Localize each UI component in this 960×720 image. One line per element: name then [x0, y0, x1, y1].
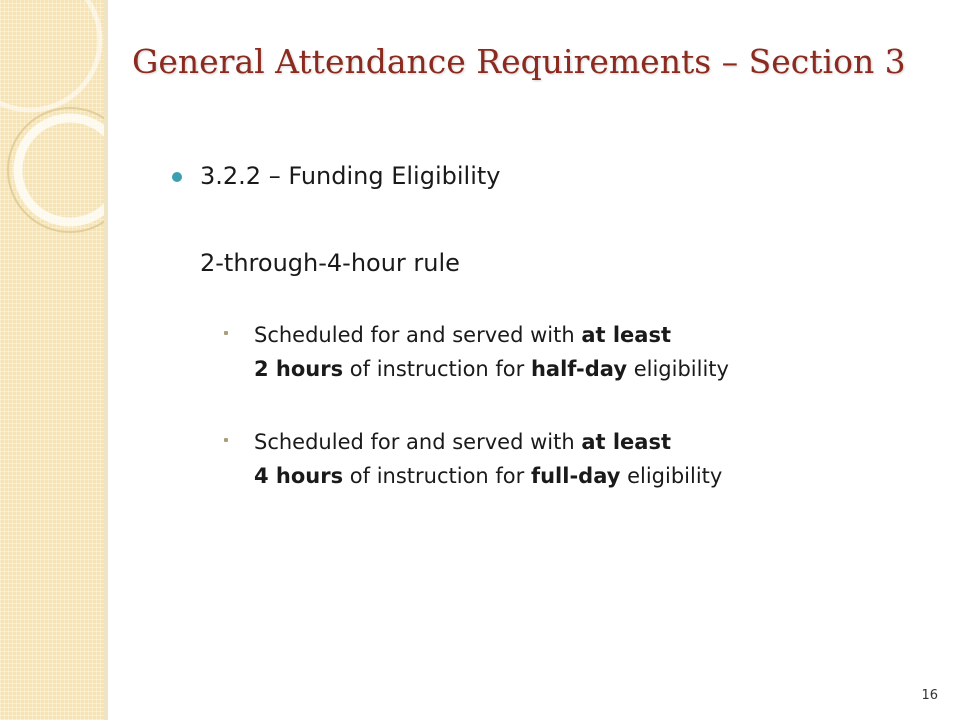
main-bullet-text: 3.2.2 – Funding Eligibility	[200, 162, 501, 190]
text-run: of instruction for	[343, 357, 531, 381]
text-run: Scheduled for and served with	[254, 323, 582, 347]
sub-bullet-half-day	[224, 318, 924, 386]
decorative-side-band	[0, 0, 105, 720]
side-band-edge	[104, 0, 108, 720]
text-run: eligibility	[620, 464, 723, 488]
bold-text-run: 4 hours	[254, 464, 344, 488]
sub-bullet-line	[254, 459, 954, 493]
text-run: eligibility	[627, 357, 729, 381]
bold-text-run: 2 hours	[254, 357, 344, 381]
bold-text-run: full-day	[530, 464, 621, 488]
sub-bullet-line	[254, 425, 954, 459]
bold-text-run: at least	[581, 323, 671, 347]
sub-bullet-full-day	[224, 425, 924, 493]
page-number: 16	[921, 688, 938, 703]
bullet-dot-icon	[172, 172, 182, 182]
rule-heading: 2-through-4-hour rule	[200, 249, 460, 277]
decorative-circles-graphic	[0, 0, 105, 260]
sub-bullet-line	[254, 318, 954, 352]
sub-bullet-marker-icon	[224, 331, 228, 335]
text-run: Scheduled for and served with	[254, 430, 582, 454]
slide-title: General Attendance Requirements – Section 3	[132, 42, 906, 81]
sub-bullet-line	[254, 352, 954, 386]
text-run: of instruction for	[343, 464, 531, 488]
bold-text-run: half-day	[530, 357, 628, 381]
sub-bullet-marker-icon	[224, 438, 228, 442]
bold-text-run: at least	[581, 430, 671, 454]
